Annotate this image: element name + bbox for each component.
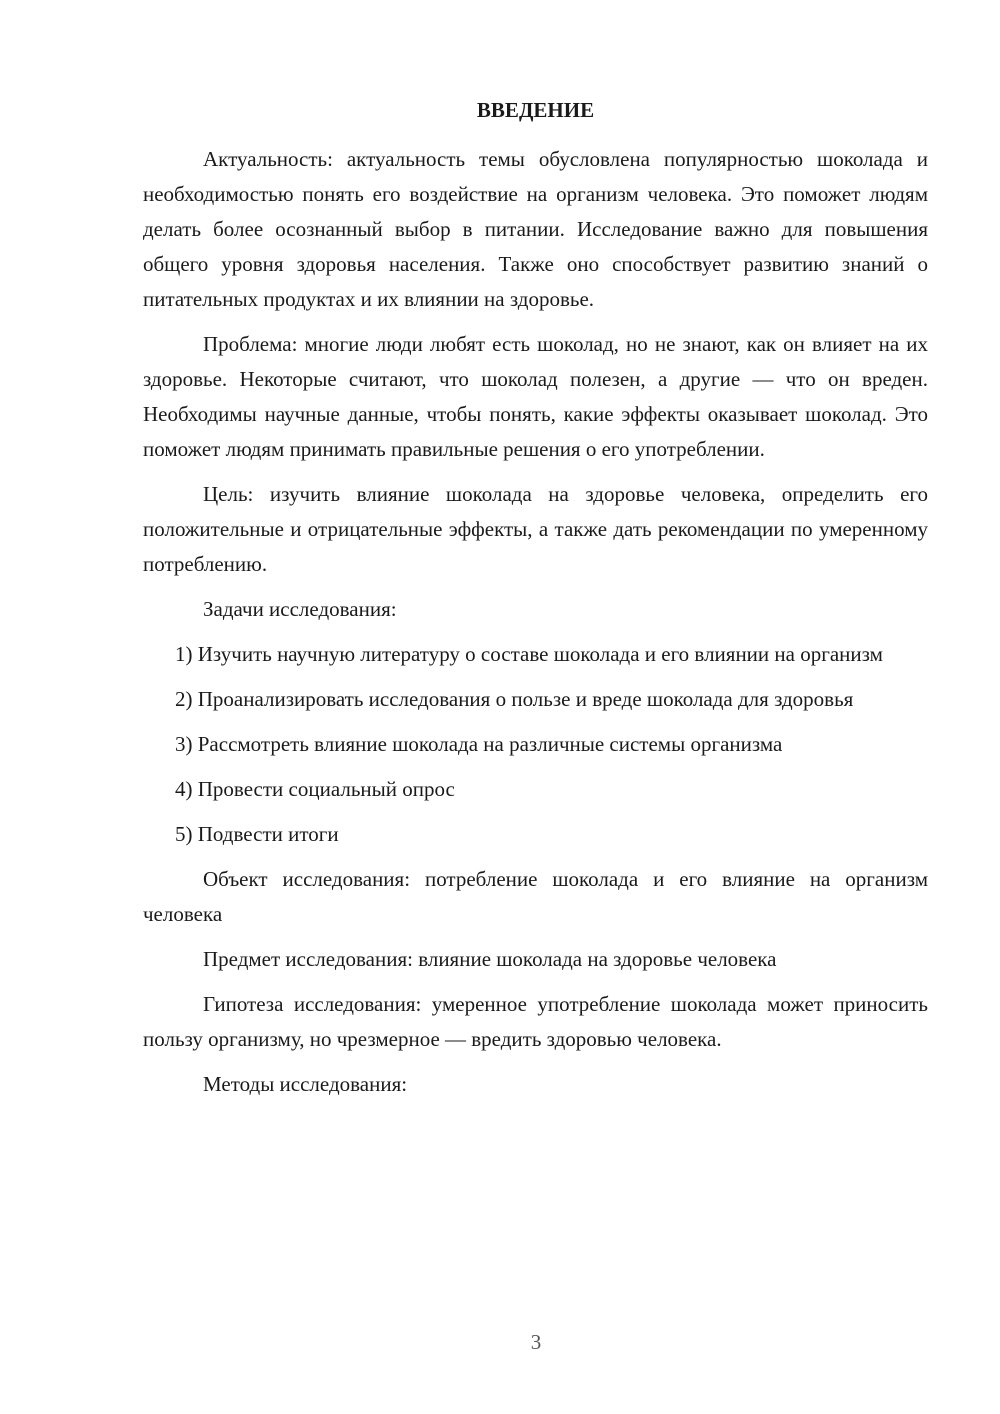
methods-heading: Методы исследования:: [203, 1072, 408, 1096]
relevance-paragraph: Актуальность: актуальность темы обусловлена популярностью шоколада и необходимостью понять его воздействие на организм человека. Это поможет людям делать более осознанный выбор в питании. Исследование важно для повышения общего уровня здоровья населения. Также оно способствует развитию знаний о питательных продуктах и их влиянии на здоровье.: [143, 147, 928, 311]
hypothesis-paragraph: Гипотеза исследования: умеренное употребление шоколада может приносить пользу организму, но чрезмерное — вредить здоровью человека.: [143, 992, 928, 1051]
task-item: 3) Рассмотреть влияние шоколада на различные системы организма: [175, 732, 783, 756]
object-paragraph: Объект исследования: потребление шоколада и его влияние на организм человека: [143, 867, 928, 926]
section-title: ВВЕДЕНИЕ: [476, 98, 595, 122]
task-item: 2) Проанализировать исследования о пользе и вреде шоколада для здоровья: [175, 687, 854, 711]
task-item: 4) Провести социальный опрос: [175, 777, 455, 801]
task-item: 1) Изучить научную литературу о составе шоколада и его влиянии на организм: [175, 642, 883, 666]
tasks-heading: Задачи исследования:: [203, 597, 397, 621]
subject-paragraph: Предмет исследования: влияние шоколада на здоровье человека: [203, 947, 777, 971]
problem-paragraph: Проблема: многие люди любят есть шоколад, но не знают, как он влияет на их здоровье. Некоторые считают, что шоколад полезен, а другие — что он вреден. Необходимы научные данные, чтобы понять, какие эффекты оказывает шоколад. Это поможет людям принимать правильные решения о его употреблении.: [143, 332, 928, 461]
task-item: 5) Подвести итоги: [175, 822, 339, 846]
document-page: [143, 92, 928, 1112]
goal-paragraph: Цель: изучить влияние шоколада на здоровье человека, определить его положительные и отрицательные эффекты, а также дать рекомендации по умеренному потреблению.: [143, 482, 928, 576]
page-number: 3: [530, 1330, 542, 1354]
